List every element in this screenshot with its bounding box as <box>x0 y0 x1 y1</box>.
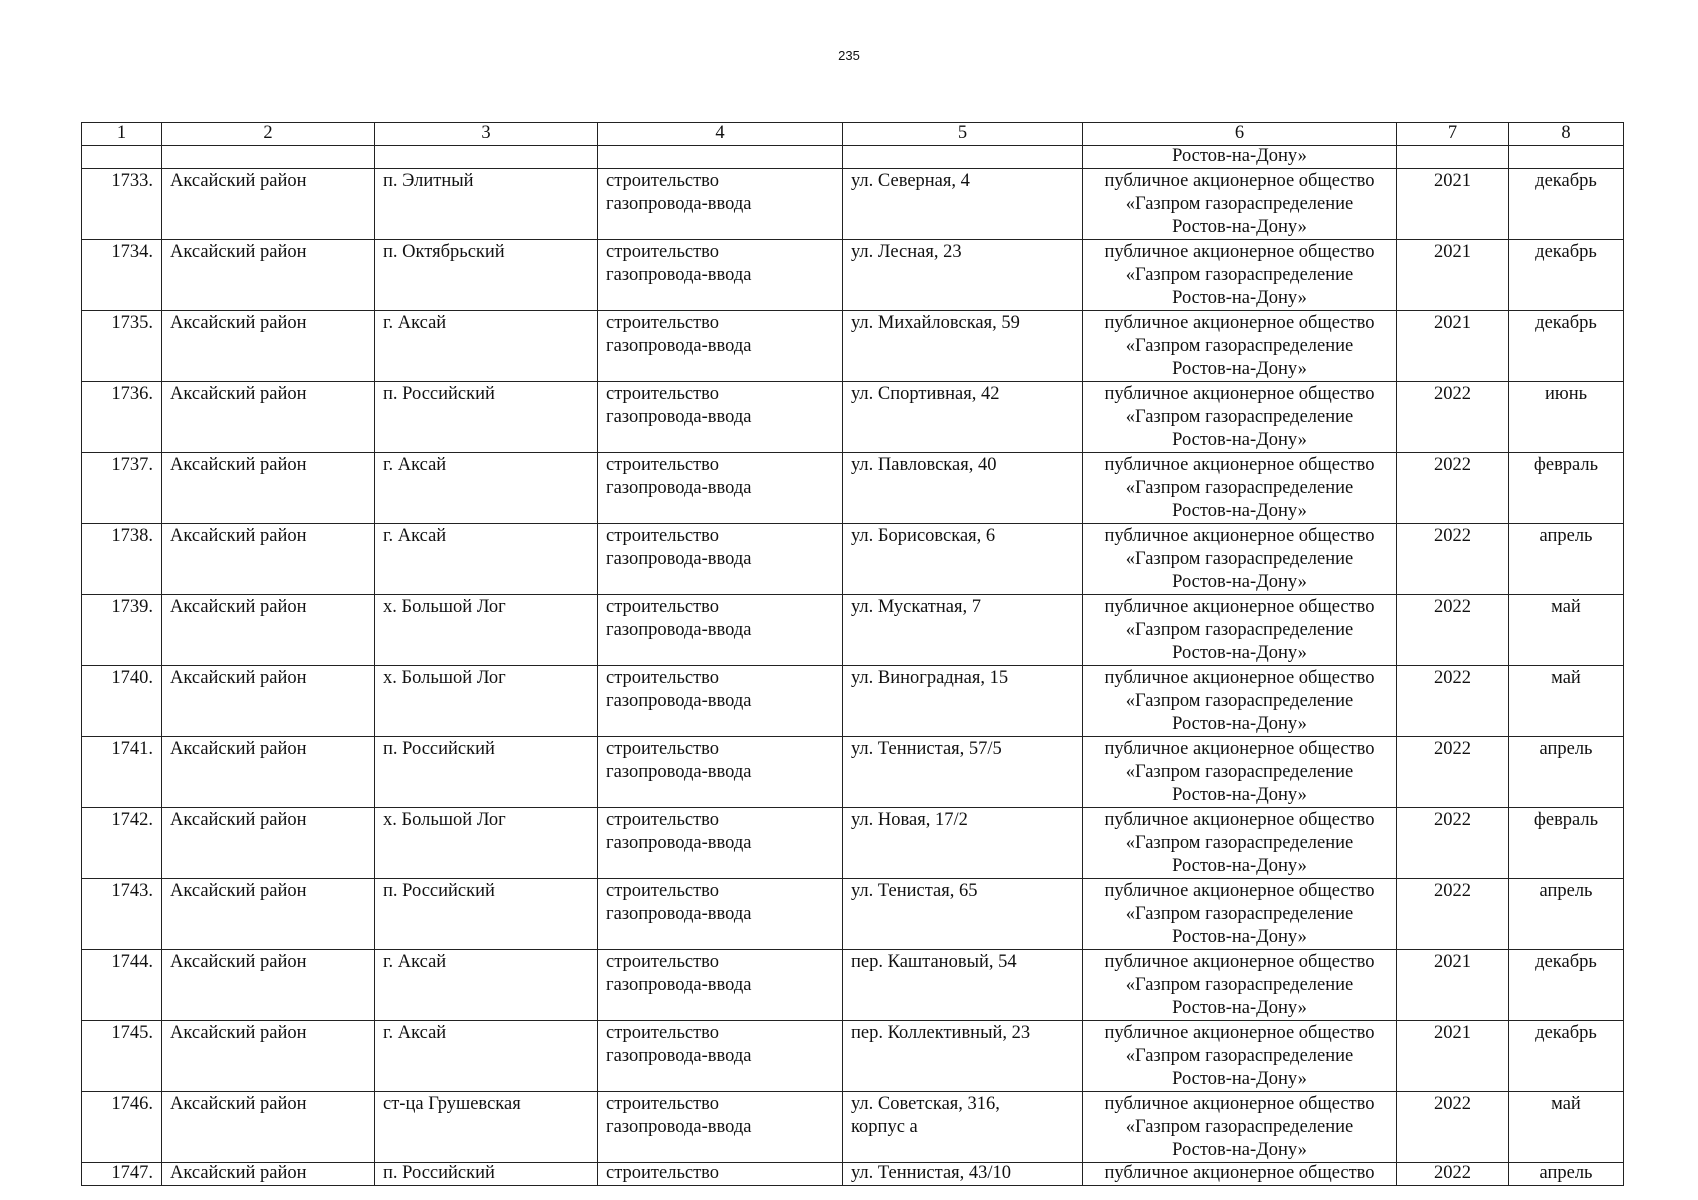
owner-line-2: «Газпром газораспределение <box>1125 833 1354 853</box>
owner-line-1: публичное акционерное общество <box>1104 455 1375 475</box>
cell-work <box>598 666 843 737</box>
table-row <box>82 879 1624 950</box>
cell-district: Аксайский район <box>162 453 375 524</box>
cell-work <box>598 311 843 382</box>
work-line-1: строительство <box>606 1023 720 1043</box>
work-line-2: газопровода-ввода <box>606 336 752 356</box>
cell-num: 1736. <box>82 382 162 453</box>
address-line-1: ул. Виноградная, 15 <box>851 668 1009 688</box>
owner-line-2: «Газпром газораспределение <box>1125 1046 1354 1066</box>
cell-num: 1739. <box>82 595 162 666</box>
cell-num: 1740. <box>82 666 162 737</box>
cell-district: Аксайский район <box>162 311 375 382</box>
column-header: 8 <box>1509 123 1624 146</box>
cell-year: 2021 <box>1397 311 1509 382</box>
work-line-2: газопровода-ввода <box>606 1046 752 1066</box>
cell-owner <box>1083 311 1397 382</box>
owner-line-2: «Газпром газораспределение <box>1125 336 1354 356</box>
cell-settlement: г. Аксай <box>375 524 598 595</box>
cell-settlement: п. Российский <box>375 879 598 950</box>
work-line-2: газопровода-ввода <box>606 762 752 782</box>
work-line-1: строительство <box>606 881 720 901</box>
owner-line-1: публичное акционерное общество <box>1104 739 1375 759</box>
address-line-1: ул. Михайловская, 59 <box>851 313 1020 333</box>
cell-year: 2022 <box>1397 1092 1509 1163</box>
cell-month: декабрь <box>1509 950 1624 1021</box>
column-header: 4 <box>598 123 843 146</box>
cell-address <box>843 524 1083 595</box>
address-line-1: ул. Павловская, 40 <box>851 455 997 475</box>
owner-line-3: Ростов-на-Дону» <box>1172 1069 1307 1089</box>
cell-month: май <box>1509 1092 1624 1163</box>
cell-settlement: х. Большой Лог <box>375 666 598 737</box>
column-header: 3 <box>375 123 598 146</box>
cell-month: май <box>1509 595 1624 666</box>
cell-owner <box>1083 808 1397 879</box>
table-row <box>82 950 1624 1021</box>
work-line-2: газопровода-ввода <box>606 478 752 498</box>
address-line-1: ул. Советская, 316, <box>851 1094 1000 1114</box>
table-row <box>82 737 1624 808</box>
table-row <box>82 524 1624 595</box>
owner-line-1: публичное акционерное общество <box>1104 668 1375 688</box>
column-header: 7 <box>1397 123 1509 146</box>
cell-work <box>598 595 843 666</box>
cell-address <box>843 950 1083 1021</box>
cell-settlement: п. Российский <box>375 1163 598 1186</box>
work-line-1: строительство <box>606 810 720 830</box>
owner-line-1: публичное акционерное общество <box>1104 810 1375 830</box>
owner-line-3: Ростов-на-Дону» <box>1172 714 1307 734</box>
cell-address <box>843 169 1083 240</box>
owner-line-2: «Газпром газораспределение <box>1125 620 1354 640</box>
cell-settlement: ст-ца Грушевская <box>375 1092 598 1163</box>
address-line-2: корпус а <box>851 1117 918 1137</box>
work-line-1: строительство <box>606 242 720 262</box>
cell-address <box>843 311 1083 382</box>
cell-work <box>598 1092 843 1163</box>
work-line-2: газопровода-ввода <box>606 620 752 640</box>
work-line-2: газопровода-ввода <box>606 904 752 924</box>
cell-owner <box>1083 595 1397 666</box>
owner-line-3: Ростов-на-Дону» <box>1172 998 1307 1018</box>
work-line-1: строительство <box>606 455 720 475</box>
owner-line-3: Ростов-на-Дону» <box>1172 856 1307 876</box>
cell-settlement: п. Российский <box>375 737 598 808</box>
cell-owner <box>1083 879 1397 950</box>
cell-month: декабрь <box>1509 1021 1624 1092</box>
work-line-1: строительство <box>606 668 720 688</box>
work-line-2: газопровода-ввода <box>606 194 752 214</box>
cell-year: 2022 <box>1397 737 1509 808</box>
cell-work <box>598 879 843 950</box>
owner-line-1: публичное акционерное общество <box>1104 242 1375 262</box>
table-row <box>82 453 1624 524</box>
owner-line-3: Ростов-на-Дону» <box>1172 217 1307 237</box>
cell-address <box>843 240 1083 311</box>
owner-line-3: Ростов-на-Дону» <box>1172 785 1307 805</box>
cell-work <box>598 524 843 595</box>
address-line-1: пер. Коллективный, 23 <box>851 1023 1031 1043</box>
owner-line-2: «Газпром газораспределение <box>1125 407 1354 427</box>
work-line-2: газопровода-ввода <box>606 265 752 285</box>
work-line-1: строительство <box>606 313 720 333</box>
cell-district: Аксайский район <box>162 524 375 595</box>
cell-settlement: г. Аксай <box>375 950 598 1021</box>
work-line-1: строительство <box>606 526 720 546</box>
cell-address <box>843 737 1083 808</box>
cell-settlement: п. Элитный <box>375 169 598 240</box>
header-row <box>82 123 1624 146</box>
cell-work <box>598 453 843 524</box>
work-line-2: газопровода-ввода <box>606 407 752 427</box>
table-row <box>82 240 1624 311</box>
cell-district: Аксайский район <box>162 1163 375 1186</box>
cell-work <box>598 737 843 808</box>
cell-district: Аксайский район <box>162 595 375 666</box>
work-line-1: строительство <box>606 597 720 617</box>
cell-year: 2022 <box>1397 1163 1509 1186</box>
cell-work <box>598 240 843 311</box>
table-row <box>82 808 1624 879</box>
column-header: 2 <box>162 123 375 146</box>
cell-district: Аксайский район <box>162 240 375 311</box>
cell-num: 1738. <box>82 524 162 595</box>
cell-year: 2022 <box>1397 879 1509 950</box>
cell-year: 2021 <box>1397 169 1509 240</box>
work-line-2: газопровода-ввода <box>606 833 752 853</box>
table-row <box>82 1092 1624 1163</box>
address-line-1: ул. Тенистая, 65 <box>851 881 978 901</box>
work-line-2: газопровода-ввода <box>606 691 752 711</box>
cell-district: Аксайский район <box>162 737 375 808</box>
address-line-1: ул. Борисовская, 6 <box>851 526 996 546</box>
cell-month: июнь <box>1509 382 1624 453</box>
owner-line-3: Ростов-на-Дону» <box>1172 288 1307 308</box>
cell-work <box>598 808 843 879</box>
cell-district: Аксайский район <box>162 950 375 1021</box>
cell-year: 2022 <box>1397 524 1509 595</box>
continuation-row <box>82 146 1624 169</box>
cell-owner <box>1083 666 1397 737</box>
cell-district: Аксайский район <box>162 1021 375 1092</box>
cell-settlement: х. Большой Лог <box>375 595 598 666</box>
address-line-1: ул. Спортивная, 42 <box>851 384 1000 404</box>
cell-address <box>843 879 1083 950</box>
cell-work <box>598 169 843 240</box>
cell-district: Аксайский район <box>162 808 375 879</box>
cell-year: 2022 <box>1397 808 1509 879</box>
owner-line-1: публичное акционерное общество <box>1104 1094 1375 1114</box>
work-line-1: строительство <box>606 1094 720 1114</box>
address-line-1: ул. Лесная, 23 <box>851 242 962 262</box>
cell-owner <box>1083 169 1397 240</box>
cell-district: Аксайский район <box>162 169 375 240</box>
cell-settlement: п. Российский <box>375 382 598 453</box>
cell-address <box>843 382 1083 453</box>
owner-line-1: публичное акционерное общество <box>1104 384 1375 404</box>
owner-line-3: Ростов-на-Дону» <box>1172 643 1307 663</box>
address-line-1: ул. Мускатная, 7 <box>851 597 982 617</box>
cell-month: апрель <box>1509 737 1624 808</box>
cell-year: 2021 <box>1397 1021 1509 1092</box>
cell-month: декабрь <box>1509 311 1624 382</box>
cell-month: май <box>1509 666 1624 737</box>
cell-num: 1735. <box>82 311 162 382</box>
owner-line-2: «Газпром газораспределение <box>1125 975 1354 995</box>
gas-pipeline-table <box>81 122 1624 1186</box>
cell-num: 1746. <box>82 1092 162 1163</box>
owner-line-3: Ростов-на-Дону» <box>1172 927 1307 947</box>
cell-owner: публичное акционерное общество <box>1083 1163 1397 1186</box>
cell-month: апрель <box>1509 1163 1624 1186</box>
owner-line-2: «Газпром газораспределение <box>1125 691 1354 711</box>
cell-owner <box>1083 1092 1397 1163</box>
cell-settlement <box>375 146 598 169</box>
owner-line-1: публичное акционерное общество <box>1104 171 1375 191</box>
owner-line-1: публичное акционерное общество <box>1104 313 1375 333</box>
cell-num: 1741. <box>82 737 162 808</box>
cell-owner <box>1083 240 1397 311</box>
cell-month: февраль <box>1509 453 1624 524</box>
address-line-1: пер. Каштановый, 54 <box>851 952 1017 972</box>
work-line-1: строительство <box>606 171 720 191</box>
owner-line-1: публичное акционерное общество <box>1104 1023 1375 1043</box>
cell-num: 1744. <box>82 950 162 1021</box>
cell-address <box>843 453 1083 524</box>
cell-num: 1733. <box>82 169 162 240</box>
owner-line-3: Ростов-на-Дону» <box>1172 1140 1307 1160</box>
cell-year <box>1397 146 1509 169</box>
cell-month: февраль <box>1509 808 1624 879</box>
owner-line-1: публичное акционерное общество <box>1104 881 1375 901</box>
table-row <box>82 666 1624 737</box>
cell-month: декабрь <box>1509 240 1624 311</box>
column-header: 5 <box>843 123 1083 146</box>
owner-line-3: Ростов-на-Дону» <box>1172 572 1307 592</box>
address-line-1: ул. Теннистая, 57/5 <box>851 739 1002 759</box>
work-line-2: газопровода-ввода <box>606 549 752 569</box>
owner-line-3: Ростов-на-Дону» <box>1172 501 1307 521</box>
cell-owner <box>1083 382 1397 453</box>
owner-line-2: «Газпром газораспределение <box>1125 762 1354 782</box>
cell-address <box>843 1092 1083 1163</box>
table-row <box>82 1021 1624 1092</box>
owner-line-2: «Газпром газораспределение <box>1125 194 1354 214</box>
cell-num <box>82 146 162 169</box>
cell-work: строительство <box>598 1163 843 1186</box>
owner-line-1: публичное акционерное общество <box>1104 597 1375 617</box>
cell-settlement: г. Аксай <box>375 311 598 382</box>
cell-owner <box>1083 950 1397 1021</box>
cell-year: 2021 <box>1397 950 1509 1021</box>
cell-work <box>598 950 843 1021</box>
cell-year: 2022 <box>1397 382 1509 453</box>
cell-num: 1747. <box>82 1163 162 1186</box>
cell-year: 2022 <box>1397 595 1509 666</box>
table-row-partial <box>82 1163 1624 1186</box>
cell-num: 1743. <box>82 879 162 950</box>
cell-num: 1745. <box>82 1021 162 1092</box>
cell-num: 1737. <box>82 453 162 524</box>
cell-owner <box>1083 524 1397 595</box>
owner-line-2: «Газпром газораспределение <box>1125 265 1354 285</box>
cell-district: Аксайский район <box>162 1092 375 1163</box>
work-line-2: газопровода-ввода <box>606 1117 752 1137</box>
cell-work <box>598 1021 843 1092</box>
work-line-1: строительство <box>606 952 720 972</box>
owner-line-2: «Газпром газораспределение <box>1125 904 1354 924</box>
owner-line-3: Ростов-на-Дону» <box>1172 430 1307 450</box>
cell-address <box>843 666 1083 737</box>
work-line-2: газопровода-ввода <box>606 975 752 995</box>
table-row <box>82 595 1624 666</box>
cell-work <box>598 146 843 169</box>
column-header: 1 <box>82 123 162 146</box>
cell-owner: Ростов-на-Дону» <box>1083 146 1397 169</box>
cell-address <box>843 595 1083 666</box>
cell-owner <box>1083 1021 1397 1092</box>
address-line-1: ул. Новая, 17/2 <box>851 810 968 830</box>
page-number: 235 <box>838 48 860 63</box>
owner-line-1: публичное акционерное общество <box>1104 952 1375 972</box>
cell-owner <box>1083 453 1397 524</box>
owner-line-2: «Газпром газораспределение <box>1125 478 1354 498</box>
cell-settlement: п. Октябрьский <box>375 240 598 311</box>
cell-district: Аксайский район <box>162 382 375 453</box>
work-line-1: строительство <box>606 739 720 759</box>
cell-year: 2021 <box>1397 240 1509 311</box>
cell-owner <box>1083 737 1397 808</box>
cell-address: ул. Теннистая, 43/10 <box>843 1163 1083 1186</box>
cell-address <box>843 1021 1083 1092</box>
cell-address <box>843 808 1083 879</box>
work-line-1: строительство <box>606 384 720 404</box>
owner-line-2: «Газпром газораспределение <box>1125 549 1354 569</box>
cell-district: Аксайский район <box>162 879 375 950</box>
cell-month <box>1509 146 1624 169</box>
cell-year: 2022 <box>1397 453 1509 524</box>
owner-line-3: Ростов-на-Дону» <box>1172 359 1307 379</box>
address-line-1: ул. Северная, 4 <box>851 171 970 191</box>
cell-settlement: х. Большой Лог <box>375 808 598 879</box>
cell-month: апрель <box>1509 879 1624 950</box>
cell-settlement: г. Аксай <box>375 453 598 524</box>
cell-num: 1734. <box>82 240 162 311</box>
cell-district <box>162 146 375 169</box>
cell-month: апрель <box>1509 524 1624 595</box>
table-row <box>82 382 1624 453</box>
owner-line-2: «Газпром газораспределение <box>1125 1117 1354 1137</box>
cell-settlement: г. Аксай <box>375 1021 598 1092</box>
cell-district: Аксайский район <box>162 666 375 737</box>
cell-year: 2022 <box>1397 666 1509 737</box>
cell-month: декабрь <box>1509 169 1624 240</box>
cell-work <box>598 382 843 453</box>
owner-line-1: публичное акционерное общество <box>1104 526 1375 546</box>
table-row <box>82 311 1624 382</box>
table-row <box>82 169 1624 240</box>
column-header: 6 <box>1083 123 1397 146</box>
cell-num: 1742. <box>82 808 162 879</box>
cell-address <box>843 146 1083 169</box>
